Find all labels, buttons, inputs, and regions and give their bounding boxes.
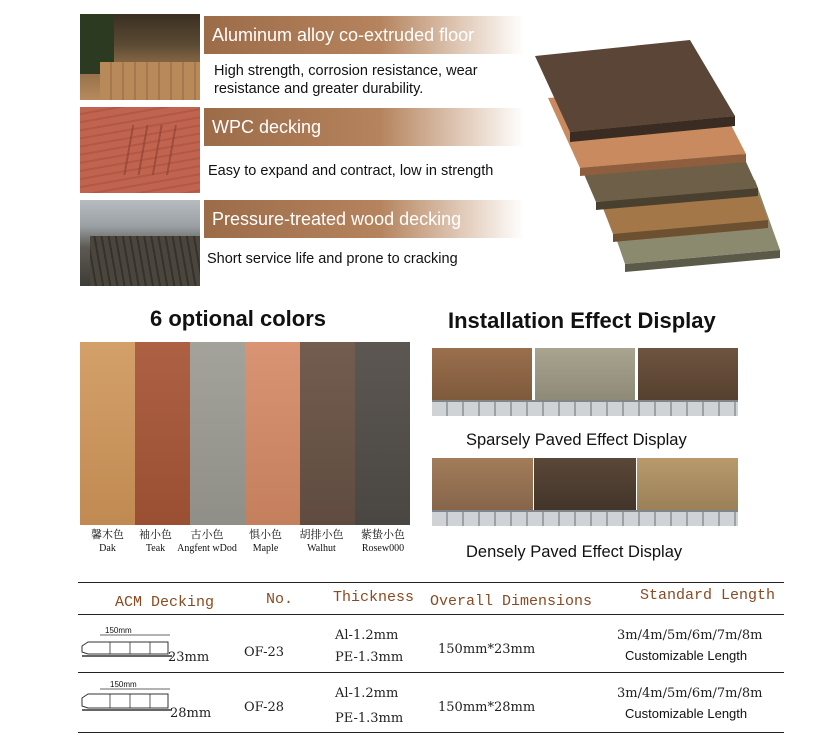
overall-dimensions: 150mm*28mm	[438, 700, 536, 715]
model-number: OF-23	[244, 645, 285, 660]
color-swatch-dak	[80, 342, 135, 525]
dense-paving-image	[432, 458, 738, 526]
color-swatch-walnut	[300, 342, 355, 525]
color-label-en: Teak	[145, 543, 166, 554]
aluminum-floor-photo	[80, 14, 200, 100]
profile-height-label: 28mm	[170, 706, 212, 721]
color-label-rosewood	[352, 528, 414, 556]
overall-dimensions: 150mm*23mm	[438, 642, 536, 657]
treated-wood-photo	[80, 200, 200, 286]
customizable-length-note: Customizable Length	[625, 706, 748, 721]
header-overall-dimensions: Overall Dimensions	[430, 593, 593, 610]
profile-width-label: 150mm	[105, 626, 132, 635]
aluminum-floor-title: Aluminum alloy co-extruded floor	[204, 16, 524, 54]
thickness-pe: PE-1.3mm	[335, 650, 404, 665]
color-swatch-ancient-wood	[190, 342, 245, 525]
plank	[637, 458, 738, 510]
profile-section-diagram	[80, 688, 175, 714]
aluminum-profile	[432, 400, 738, 416]
table-header-rule	[78, 614, 784, 615]
installation-section-title: Installation Effect Display	[448, 308, 716, 333]
treated-wood-description: Short service life and prone to cracking	[207, 251, 458, 267]
board-stack-svg	[530, 12, 810, 282]
dense-paving-label: Densely Paved Effect Display	[466, 543, 683, 561]
customizable-length-note: Customizable Length	[625, 648, 748, 663]
table-top-rule	[78, 582, 784, 583]
color-label-en: Walhut	[307, 543, 336, 554]
profile-height-label: 23mm	[168, 650, 210, 665]
header-thickness: Thickness	[333, 589, 415, 606]
color-label-ancient-wood	[176, 528, 238, 556]
color-label-en: Angfent wDod	[177, 543, 237, 554]
thickness-al: Al-1.2mm	[335, 686, 399, 701]
color-label-cn: 胡排小色	[299, 528, 344, 541]
color-label-cn: 馨木色	[91, 528, 124, 541]
sparse-paving-image	[432, 348, 738, 416]
thickness-al: Al-1.2mm	[335, 628, 399, 643]
color-label-dak	[80, 528, 135, 556]
model-number: OF-28	[244, 700, 285, 715]
color-label-en: Rosew000	[361, 543, 405, 554]
wpc-decking-photo	[80, 107, 200, 193]
header-acm-decking: ACM Decking	[115, 594, 215, 611]
table-row-rule	[78, 672, 784, 673]
wpc-decking-title: WPC decking	[204, 108, 524, 146]
treated-wood-title: Pressure-treated wood decking	[204, 200, 524, 238]
profile-width-label: 150mm	[110, 680, 137, 689]
color-label-en: Maple	[252, 543, 279, 554]
plank	[534, 458, 635, 510]
wpc-decking-description: Easy to expand and contract, low in strength	[208, 163, 494, 179]
profile-section-diagram	[80, 634, 175, 660]
sparse-paving-label: Sparsely Paved Effect Display	[466, 431, 687, 449]
color-label-cn: 袖小色	[139, 528, 172, 541]
standard-length: 3m/4m/5m/6m/7m/8m	[617, 686, 763, 701]
color-swatch-rosewood	[355, 342, 410, 525]
aluminum-floor-description: High strength, corrosion resistance, wear resistance and greater durability.	[214, 63, 478, 97]
header-no: No.	[266, 591, 294, 608]
decking-board-stack-image	[530, 12, 810, 282]
color-swatch-teak	[135, 342, 190, 525]
color-label-walnut	[294, 528, 349, 556]
color-label-en: Dak	[99, 543, 116, 554]
standard-length: 3m/4m/5m/6m/7m/8m	[617, 628, 763, 643]
color-label-cn: 惧小色	[249, 528, 282, 541]
color-label-maple	[238, 528, 293, 556]
table-bottom-rule	[78, 732, 784, 733]
aluminum-profile	[432, 510, 738, 526]
header-standard-length: Standard Length	[640, 587, 776, 604]
plank	[432, 348, 532, 400]
color-swatch-strip	[80, 342, 410, 525]
color-label-teak	[128, 528, 183, 556]
colors-section-title: 6 optional colors	[150, 306, 327, 331]
color-label-cn: 古小色	[190, 528, 224, 541]
color-swatch-maple	[245, 342, 300, 525]
thickness-pe: PE-1.3mm	[335, 711, 404, 726]
plank	[535, 348, 635, 400]
color-label-cn: 紫蛰小色	[361, 528, 405, 541]
plank	[432, 458, 533, 510]
plank	[638, 348, 738, 400]
